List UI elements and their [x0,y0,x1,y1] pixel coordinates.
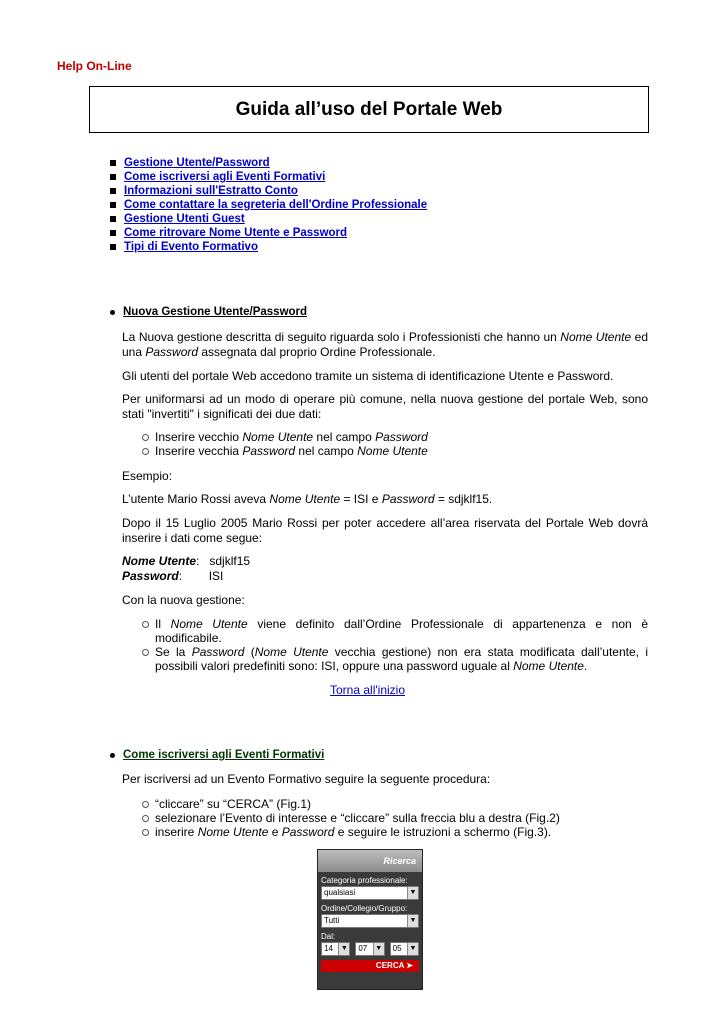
toc-item [110,212,427,226]
square-bullet-icon [110,216,116,222]
page-title: Guida all’uso del Portale Web [235,98,503,120]
section-heading-label: Nuova Gestione Utente/Password [123,306,308,318]
square-bullet-icon [110,188,116,194]
round-bullet-icon [110,310,115,315]
circle-bullet-icon [142,649,149,656]
list-item: inserire Nome Utente e Password e seguire le istruzioni a schermo (Fig.3). [142,825,648,839]
circle-bullet-icon [142,815,149,822]
circle-bullet-icon [142,621,149,628]
list-item: Il Nome Utente viene definito dall’Ordine Professionale di appartenenza e non è modificabile. [142,617,648,645]
circle-bullet-icon [142,448,149,455]
example-line-2: Dopo il 15 Luglio 2005 Mario Rossi per poter accedere all’area riservata del Portale Web dovrà inserire i dati come segue: [122,516,648,545]
category-label: Categoria professionale: [321,876,408,885]
square-bullet-icon [110,202,116,208]
title-box [89,86,649,133]
toc-link-estratto-conto[interactable]: Informazioni sull'Estratto Conto [124,185,298,197]
paragraph-intro: La Nuova gestione descritta di seguito riguarda solo i Professionisti che hanno un Nome Utente ed una Password assegnata dal proprio Ordine Professionale. [122,330,648,359]
circle-bullet-icon [142,829,149,836]
dropdown-arrow-icon: ▼ [338,943,349,955]
table-of-contents [110,156,427,254]
toc-link-tipi-evento[interactable]: Tipi di Evento Formativo [124,241,258,253]
date-from-label: Dal: [321,932,336,941]
section-heading-gestione [110,306,307,318]
credentials-example: Nome Utente: sdjklf15 Password: ISI [122,554,251,583]
new-management-list [142,617,648,673]
square-bullet-icon [110,160,116,166]
day-select[interactable]: 14 ▼ [321,942,350,956]
toc-item [110,184,427,198]
invert-list [142,430,648,458]
procedure-intro: Per iscriversi ad un Evento Formativo seguire la seguente procedura: [122,772,491,786]
paragraph-access: Gli utenti del portale Web accedono tramite un sistema di identificazione Utente e Password. [122,369,614,383]
example-line-1: L’utente Mario Rossi aveva Nome Utente = ISI e Password = sdjklf15. [122,492,493,506]
list-item: “cliccare” su “CERCA” (Fig.1) [142,797,648,811]
circle-bullet-icon [142,434,149,441]
toc-link-ritrovare-credenziali[interactable]: Come ritrovare Nome Utente e Password [124,227,348,239]
ricerca-panel-image [317,849,423,990]
order-select[interactable]: Tutti ▼ [321,914,419,928]
help-online-label: Help On-Line [57,59,132,73]
list-item: selezionare l’Evento di interesse e “cliccare” sulla freccia blu a destra (Fig.2) [142,811,648,825]
toc-item [110,240,427,254]
list-item: Inserire vecchio Nome Utente nel campo Password [142,430,648,444]
ricerca-title: Ricerca [318,850,422,872]
square-bullet-icon [110,174,116,180]
toc-link-utenti-guest[interactable]: Gestione Utenti Guest [124,213,245,225]
list-item: Se la Password (Nome Utente vecchia gestione) non era stata modificata dall’utente, i possibili valori predefiniti sono: ISI, oppure una password uguale al Nome Utente. [142,645,648,673]
order-label: Ordine/Collegio/Gruppo: [321,904,408,913]
dropdown-arrow-icon: ▼ [407,915,418,927]
category-select[interactable]: qualsiasi ▼ [321,886,419,900]
section-heading-label: Come iscriversi agli Eventi Formativi [123,749,325,761]
dropdown-arrow-icon: ▼ [407,943,418,955]
date-row [321,942,419,956]
toc-item [110,198,427,212]
toc-item [110,226,427,240]
back-to-top-link[interactable]: Torna all'inizio [330,683,405,697]
example-label: Esempio: [122,469,173,483]
year-select[interactable]: 05 ▼ [390,942,419,956]
toc-link-iscriversi[interactable]: Come iscriversi agli Eventi Formativi [124,171,326,183]
square-bullet-icon [110,244,116,250]
toc-link-gestione-utente[interactable]: Gestione Utente/Password [124,157,270,169]
month-select[interactable]: 07 ▼ [355,942,384,956]
procedure-list [142,797,648,839]
new-management-label: Con la nuova gestione: [122,593,245,607]
list-item: Inserire vecchia Password nel campo Nome Utente [142,444,648,458]
paragraph-uniform: Per uniformarsi ad un modo di operare più comune, nella nuova gestione del portale Web, sono stati "invertiti" i significati dei due dati: [122,392,648,421]
dropdown-arrow-icon: ▼ [373,943,384,955]
toc-link-segreteria[interactable]: Come contattare la segreteria dell'Ordine Professionale [124,199,428,211]
cerca-button[interactable]: CERCA ➤ [321,960,419,972]
circle-bullet-icon [142,801,149,808]
round-bullet-icon [110,753,115,758]
toc-item [110,156,427,170]
square-bullet-icon [110,230,116,236]
dropdown-arrow-icon: ▼ [407,887,418,899]
section-heading-iscriversi [110,749,324,761]
toc-item [110,170,427,184]
